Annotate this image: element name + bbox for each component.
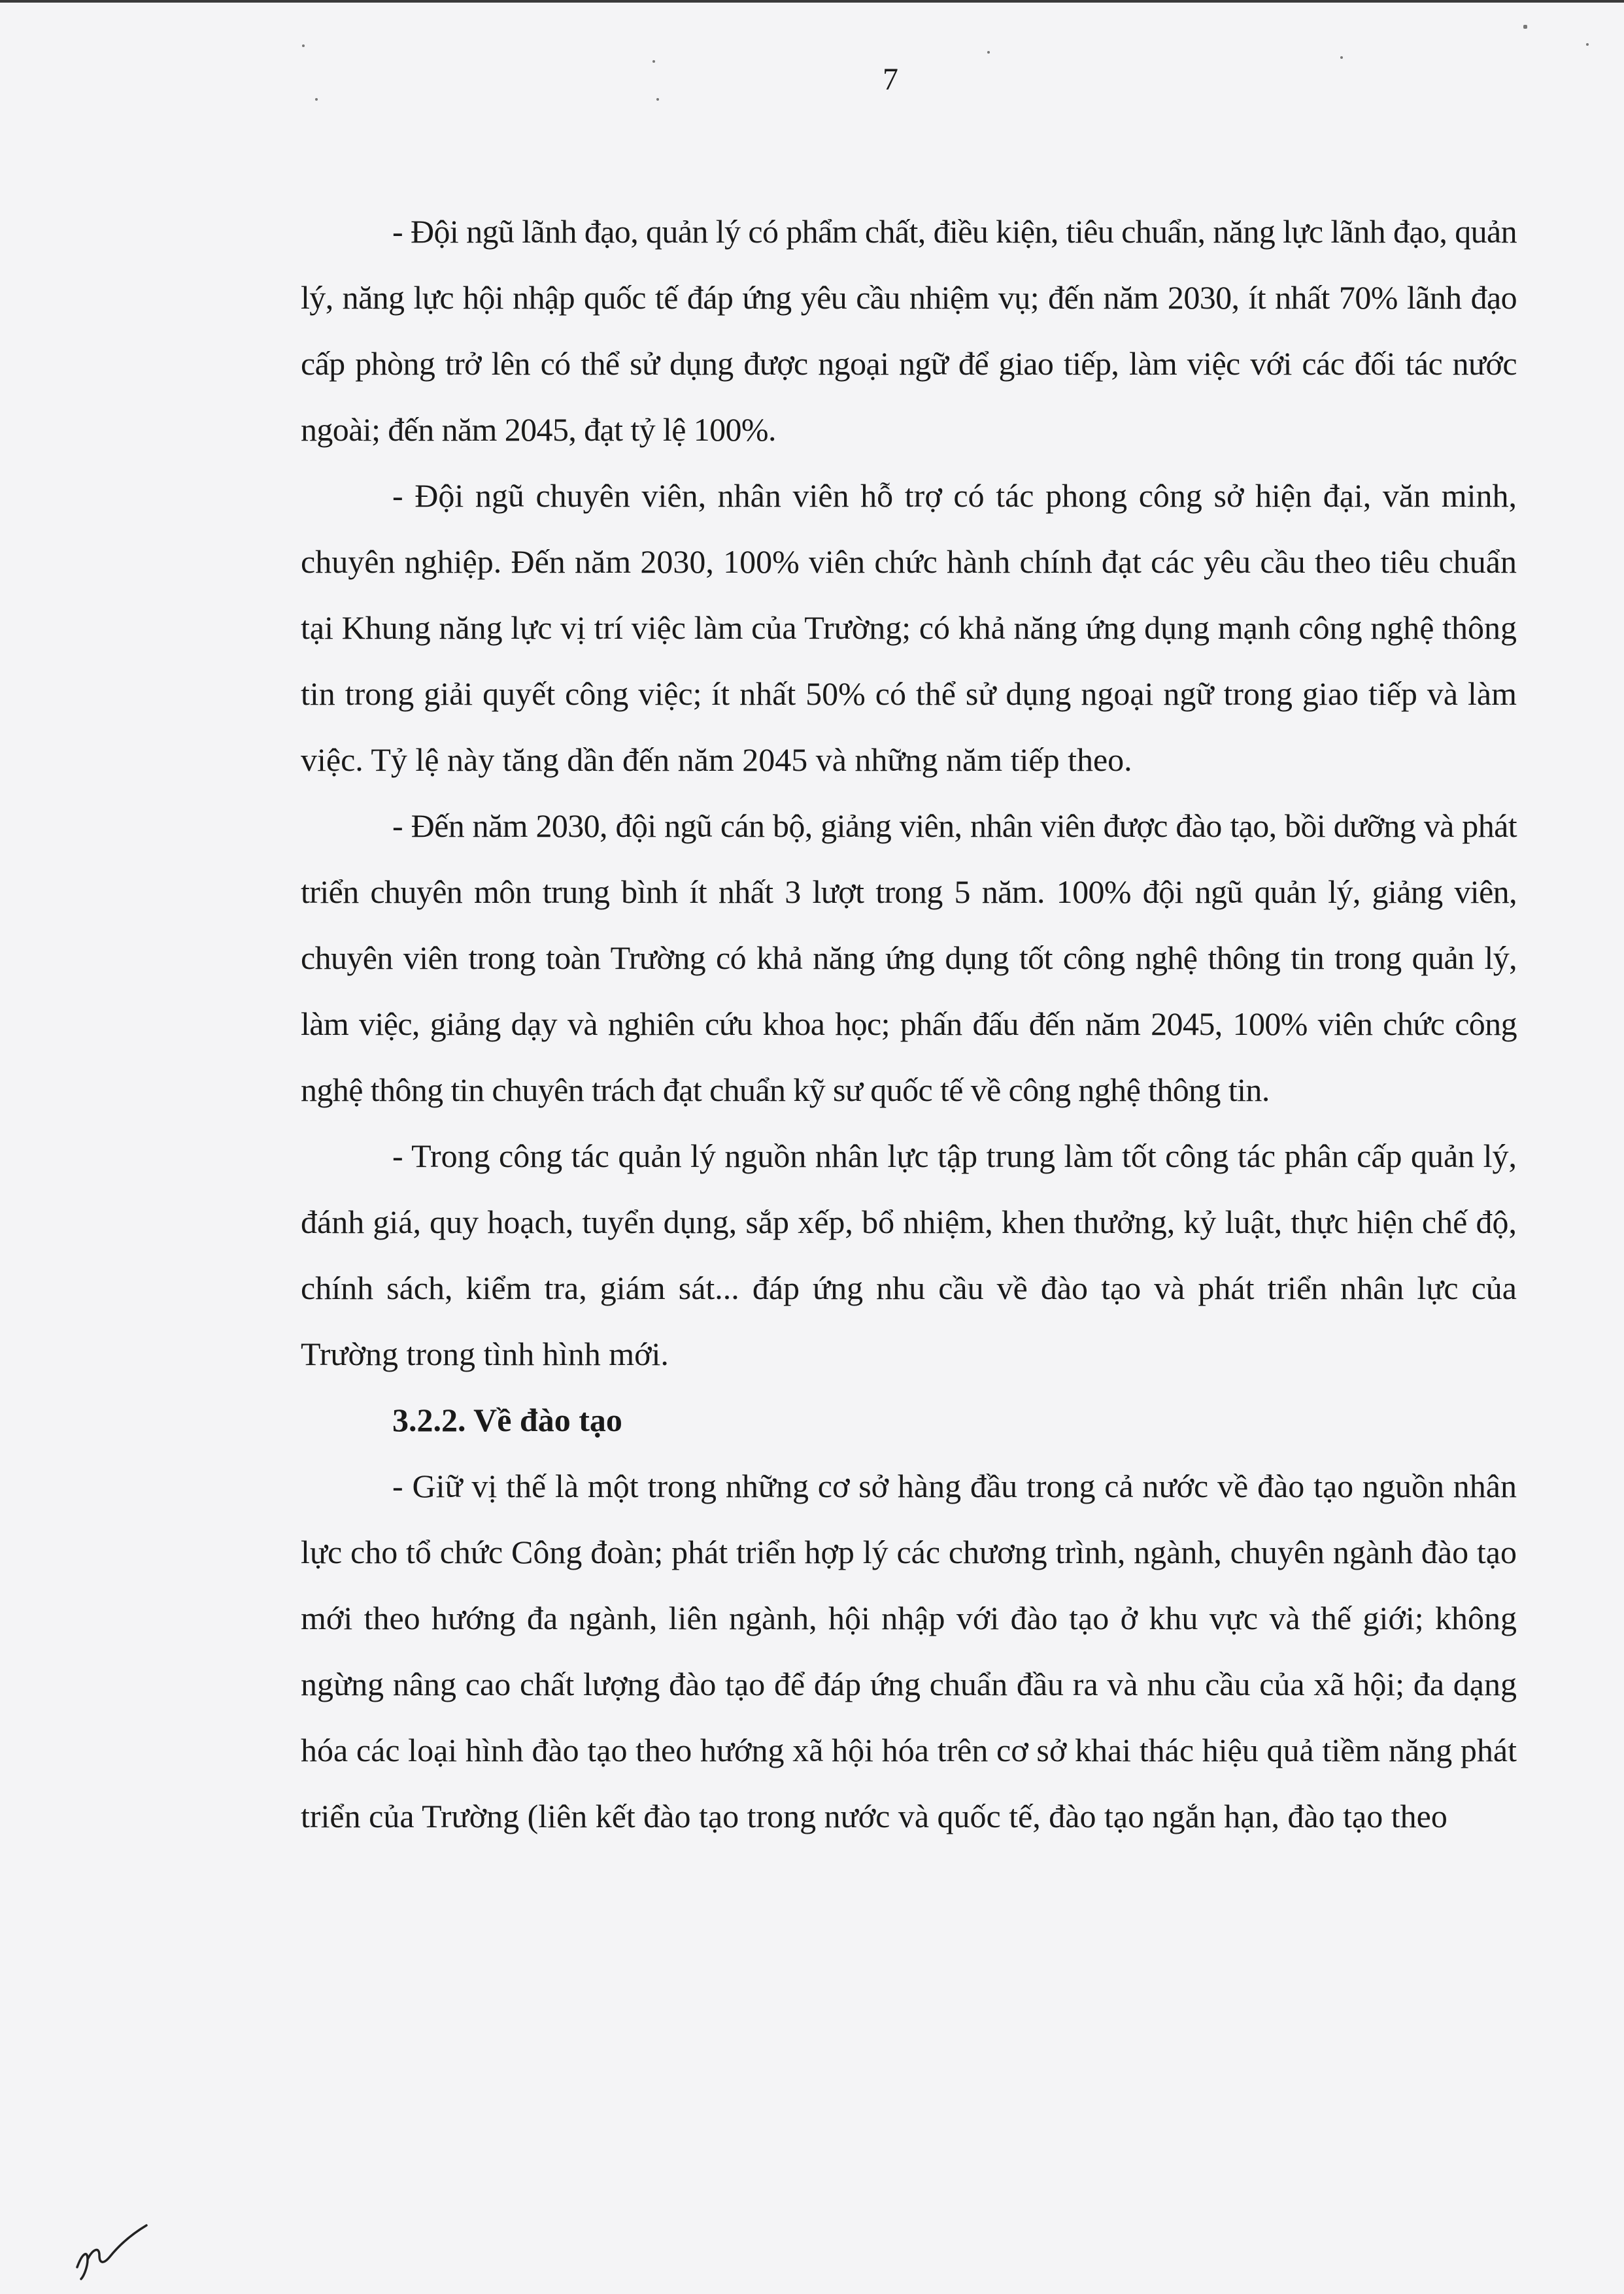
- document-body: [301, 199, 1517, 1849]
- scan-speck: [652, 60, 655, 63]
- paragraph-training-position: - Giữ vị thế là một trong những cơ sở hàng đầu trong cả nước về đào tạo nguồn nhân lực cho tổ chức Công đoàn; phát triển hợp lý các chương trình, ngành, chuyên ngành đào tạo mới theo hướng đa ngành, liên ngành, hội nhập với đào tạo ở khu vực và thế giới; không ngừng nâng cao chất lượng đào tạo để đáp ứng chuẩn đầu ra và nhu cầu của xã hội; đa dạng hóa các loại hình đào tạo theo hướng xã hội hóa trên cơ sở khai thác hiệu quả tiềm năng phát triển của Trường (liên kết đào tạo trong nước và quốc tế, đào tạo ngắn hạn, đào tạo theo: [301, 1468, 1517, 1834]
- handwritten-initials-signature: [73, 2221, 152, 2280]
- scan-speck: [302, 44, 305, 47]
- paragraph-training-staff: - Đến năm 2030, đội ngũ cán bộ, giảng viên, nhân viên được đào tạo, bồi dưỡng và phát triển chuyên môn trung bình ít nhất 3 lượt trong 5 năm. 100% đội ngũ quản lý, giảng viên, chuyên viên trong toàn Trường có khả năng ứng dụng tốt công nghệ thông tin trong quản lý, làm việc, giảng dạy và nghiên cứu khoa học; phấn đấu đến năm 2045, 100% viên chức công nghệ thông tin chuyên trách đạt chuẩn kỹ sư quốc tế về công nghệ thông tin.: [301, 807, 1517, 1108]
- scan-speck: [656, 98, 659, 101]
- scan-speck: [315, 98, 318, 101]
- scan-speck: [987, 51, 990, 54]
- scan-top-edge: [0, 0, 1624, 3]
- scan-speck: [1523, 25, 1527, 29]
- section-heading: 3.2.2. Về đào tạo: [392, 1402, 622, 1438]
- paragraph-support-staff: - Đội ngũ chuyên viên, nhân viên hỗ trợ có tác phong công sở hiện đại, văn minh, chuyên nghiệp. Đến năm 2030, 100% viên chức hành chính đạt các yêu cầu theo tiêu chuẩn tại Khung năng lực vị trí việc làm của Trường; có khả năng ứng dụng mạnh công nghệ thông tin trong giải quyết công việc; ít nhất 50% có thể sử dụng ngoại ngữ trong giao tiếp và làm việc. Tỷ lệ này tăng dần đến năm 2045 và những năm tiếp theo.: [301, 477, 1517, 778]
- paragraph-hr-management: - Trong công tác quản lý nguồn nhân lực tập trung làm tốt công tác phân cấp quản lý, đánh giá, quy hoạch, tuyển dụng, sắp xếp, bổ nhiệm, khen thưởng, kỷ luật, thực hiện chế độ, chính sách, kiểm tra, giám sát... đáp ứng nhu cầu về đào tạo và phát triển nhân lực của Trường trong tình hình mới.: [301, 1138, 1517, 1372]
- paragraph-leadership-staff: - Đội ngũ lãnh đạo, quản lý có phẩm chất, điều kiện, tiêu chuẩn, năng lực lãnh đạo, quản lý, năng lực hội nhập quốc tế đáp ứng yêu cầu nhiệm vụ; đến năm 2030, ít nhất 70% lãnh đạo cấp phòng trở lên có thể sử dụng được ngoại ngữ để giao tiếp, làm việc với các đối tác nước ngoài; đến năm 2045, đạt tỷ lệ 100%.: [301, 213, 1517, 448]
- page-number: 7: [883, 62, 898, 97]
- scan-speck: [1340, 56, 1343, 59]
- scan-speck: [1586, 43, 1589, 46]
